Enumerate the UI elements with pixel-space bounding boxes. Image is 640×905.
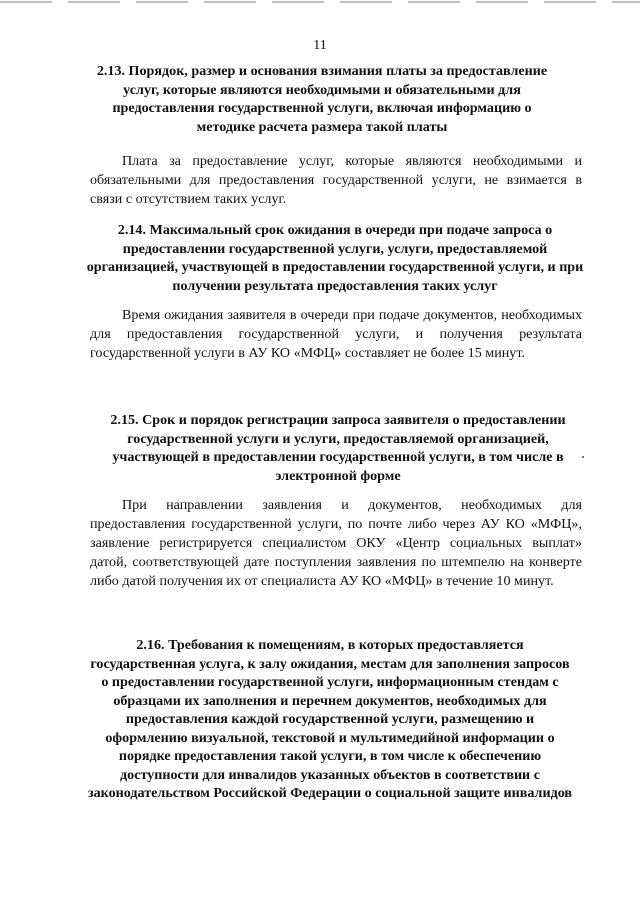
section-2-15-heading: 2.15. Срок и порядок регистрации запроса заявителя о предоставлении государственной услуги и услуги, предоставляемой организацией, участвующей в предоставлении государственной услуги, в том числе в электронной форме bbox=[110, 412, 566, 484]
section-2-15-body: При направлении заявления и документов, необходимых для предоставления государственной услуги, по почте либо через АУ КО «МФЦ», заявление регистрируется специалистом ОКУ «Центр социальных выплат» датой, соответствующей дате поступления заявления по штемпелю на конверте либо датой получения их от специалиста АУ КО «МФЦ» в течение 10 минут. bbox=[90, 497, 582, 589]
section-2-13-heading: 2.13. Порядок, размер и основания взимания платы за предоставление услуг, которые являются необходимыми и обязательными для предоставления государственной услуги, включая информацию о методике расчета размера такой платы bbox=[96, 63, 548, 135]
section-2-16-heading: 2.16. Требования к помещениям, в которых предоставляется государственная услуга, к залу ожидания, местам для заполнения запросов о предоставлении государственной услуги, информационным стендам с образцами их заполнения и перечнем документов, необходимых для предоставления каждой государственной услуги, размещению и оформлению визуальной, текстовой и мультимедийной информации о порядке предоставления такой услуги, в том числе к обеспечению доступности для инвалидов указанных объектов в соответствии с законодательством Российской Федерации о социальной защите инвалидов bbox=[87, 637, 573, 801]
scan-top-edge bbox=[0, 1, 640, 3]
scan-speck bbox=[582, 456, 584, 458]
section-2-14-body: Время ожидания заявителя в очереди при подаче документов, необходимых для предоставления государственной услуги, и получения результата государственной услуги в АУ КО «МФЦ» составляет не более 15 минут. bbox=[90, 307, 582, 361]
page-number: 11 bbox=[313, 38, 327, 53]
section-2-14-heading: 2.14. Максимальный срок ожидания в очереди при подаче запроса о предоставлении государственной услуги, услуги, предоставляемой организацией, участвующей в предоставлении государственной услуги, и при получении результата предоставления таких услуг bbox=[86, 222, 584, 294]
section-2-13-body: Плата за предоставление услуг, которые являются необходимыми и обязательными для предоставления государственной услуги, не взимается в связи с отсутствием таких услуг. bbox=[90, 153, 582, 207]
